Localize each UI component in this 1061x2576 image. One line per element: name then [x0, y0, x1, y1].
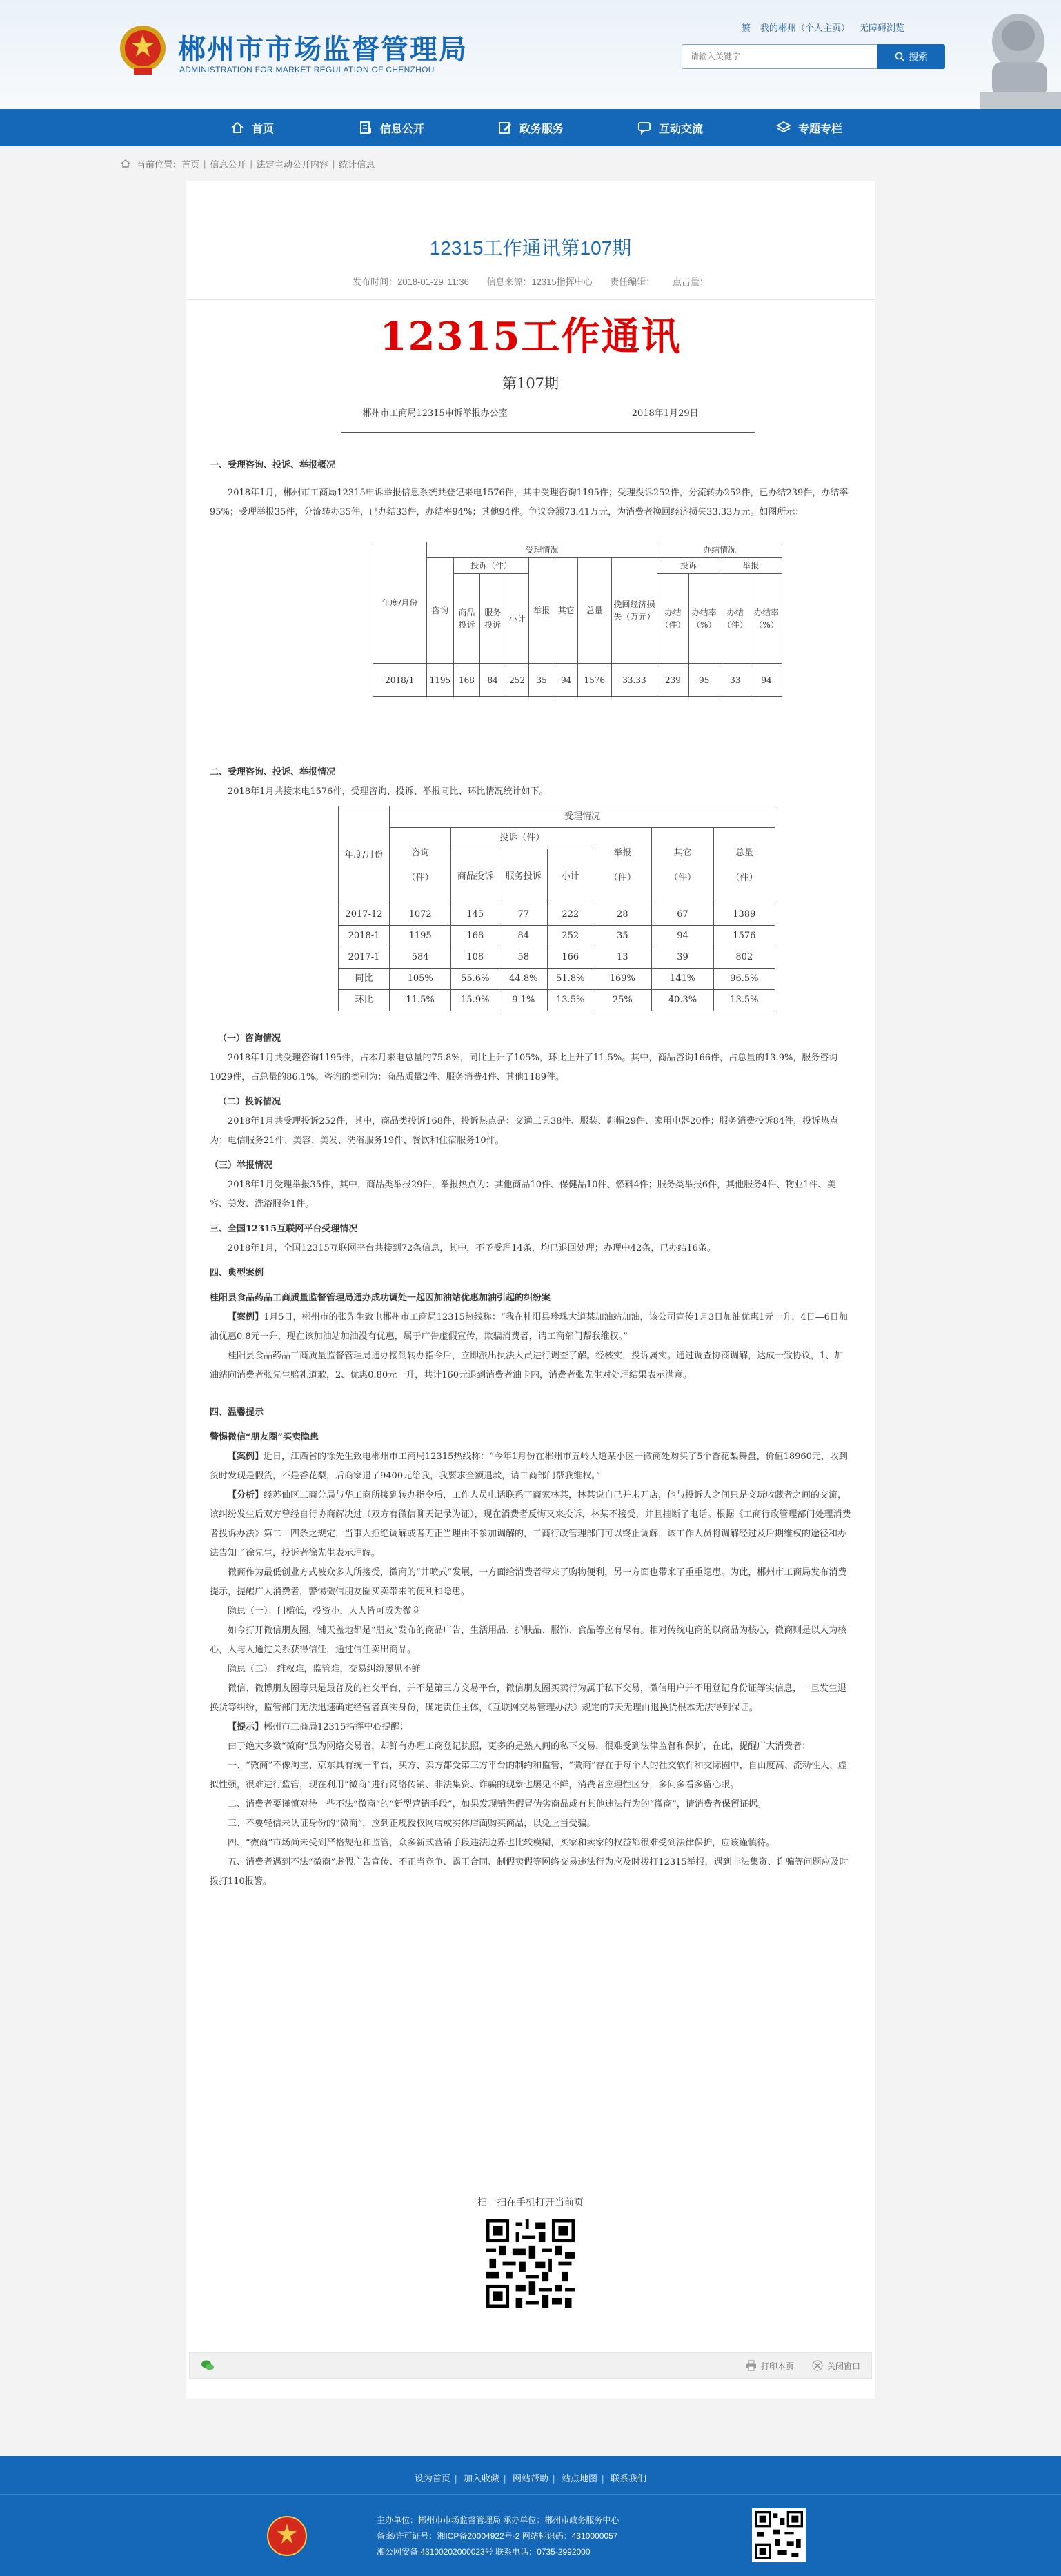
paragraph [210, 1447, 851, 1486]
table-header: 投诉（件） [451, 828, 593, 849]
nav-interaction[interactable] [600, 109, 740, 146]
section-heading: （一）咨询情况 [218, 1033, 281, 1044]
table-cell: 84 [479, 664, 506, 697]
search-button[interactable] [877, 44, 945, 69]
table-cell: 1576 [577, 664, 611, 697]
site-help-link[interactable]: 网站帮助 [512, 2473, 548, 2484]
paragraph: 隐患（一）：门槛低，投资小，人人皆可成为微商 [228, 1606, 421, 1616]
table-header: 总量 [577, 558, 611, 664]
table-cell: 105% [390, 969, 451, 990]
nav-topics-label: 专题专栏 [797, 123, 842, 135]
table-cell: 1389 [713, 904, 775, 926]
breadcrumb-statutory[interactable]: 法定主动公开内容 [256, 159, 328, 170]
table-header [593, 828, 652, 904]
qr-code-icon [483, 2216, 578, 2311]
issuer-rule [341, 432, 755, 433]
unit-label: （件） [731, 873, 758, 883]
table-header: 办结率（%） [751, 574, 782, 664]
site-subtitle: ADMINISTRATION FOR MARKET REGULATION OF CHENZHOU [179, 65, 435, 75]
close-label: 关闭窗口 [826, 2361, 860, 2371]
paragraph: 2018年1月共受理咨询1195件，占本月来电总量的75.8%，同比上升了105%，环比上升了11.5%。其中，商品咨询166件，占总量的13.9%，服务咨询1029件，占总量的86.1%。咨询的类别为：商品质量2件、服务消费4件、其他1189件。 [210, 1053, 838, 1082]
paragraph: 五、消费者遇到不法“微商”虚假广告宣传、不正当竞争、霸王合同、制假卖假等网络交易违法行为应及时拨打12315举报，遇到非法集资、诈骗等问题应及时拨打110报警。 [210, 1857, 849, 1887]
newsletter-title: 12315工作通讯 [379, 314, 682, 359]
consult-label: 咨询 [411, 848, 430, 858]
paragraph: 微商作为最低创业方式被众多人所接受，微商的“井喷式”发展，一方面给消费者带来了购物便利，另一方面也带来了重重隐患。为此，郴州市工商局发布消费提示，提醒广大消费者，警惕微信朋友圈买卖带来的便利和隐患。 [210, 1567, 847, 1597]
qr-label: 扫一扫在手机打开当前页 [477, 2197, 584, 2208]
table-header [652, 828, 713, 904]
paragraph: 2018年1月，郴州市工商局12315申诉举报信息系统共登记来电1576件，其中受理咨询1195件；受理投诉252件，分流转办252件，已办结239件，办结率95%；受理举报35件，分流转办35件，已办结33件，办结率94%；其他94件。争议金额73.41万元，为消费者挽回经济损失33.33万元。如图所示： [210, 488, 849, 517]
analysis-label: 【分析】 [228, 1490, 264, 1500]
table-cell: 33 [720, 664, 751, 697]
close-window-button[interactable] [812, 2360, 860, 2372]
table-cell: 1576 [713, 926, 775, 947]
meta-divider [186, 299, 875, 300]
case-text: 1月5日，郴州市的张先生致电郴州市工商局12315热线称：“我在桂阳县珍珠大道某加油站加油，该公司宣传1月3日加油优惠1元一升，4日—6日加油优惠0.8元一升，现在该加油站加油没有优惠，属于广告虚假宣传，欺骗消费者，请工商部门帮我维权。” [210, 1312, 848, 1342]
table-cell: 35 [528, 664, 555, 697]
table-cell: 33.33 [611, 664, 657, 697]
table-cell: 同比 [339, 969, 390, 990]
table-cell: 39 [652, 947, 713, 969]
table-header: 受理情况 [390, 806, 775, 828]
table-header: 商品投诉 [454, 574, 480, 664]
table-cell: 222 [548, 904, 593, 926]
table-cell: 2017-12 [339, 904, 390, 926]
section-heading: 四、典型案例 [210, 1268, 264, 1278]
paragraph: 二、消费者要谨慎对待一些不法“微商”的“新型营销手段”，如果发现销售假冒伪劣商品或有其他违法行为的“微商”，请消费者保留证据。 [228, 1799, 766, 1810]
table-row [339, 926, 775, 947]
stone-lion-icon [952, 0, 1061, 109]
table-cell: 169% [593, 969, 652, 990]
section-heading: 二、受理咨询、投诉、举报情况 [210, 767, 336, 777]
analysis-text: 经苏仙区工商分局与华工商所接到转办指令后，工作人员电话联系了商家林某，林某说自己并未开店，他与投诉人之间只是交玩收藏者之间的交流，该纠纷发生后双方曾经自行协商解决过（双方有微信聊天记录为证），现在消费者反悔又来投诉，林某不接受，并且挂断了电话。根据《工商行政管理部门处理消费者投诉办法》第二十四条之规定，当事人拒绝调解或者无正当理由不参加调解的，工商行政管理部门可以终止调解，该工作人员将调解经过及后期维权的途径和办法告知了徐先生，投诉者徐先生表示理解。 [210, 1490, 851, 1558]
paragraph: 三、不要轻信未认证身份的“微商”，应到正规授权网店或实体店面购买商品，以免上当受骗。 [228, 1819, 596, 1829]
print-label: 打印本页 [760, 2361, 794, 2371]
table-header: 挽回经济损失（万元） [611, 558, 657, 664]
table-header [390, 828, 451, 904]
table-header: 举报 [720, 558, 782, 574]
nav-home[interactable] [182, 109, 321, 146]
paragraph: 桂阳县食品药品工商质量监督管理局通办接到转办指令后，立即派出执法人员进行调查了解。经核实，投诉属实。通过调查协商调解，达成一致协议，1、加油站向消费者张先生赔礼道歉，2、优惠0.80元一升，共计160元退到消费者油卡内，消费者张先生对处理结果表示满意。 [210, 1351, 844, 1380]
table-header: 举报 [528, 558, 555, 664]
issuer-line [210, 404, 851, 424]
edit-icon [497, 120, 513, 135]
nav-home-label: 首页 [251, 123, 274, 135]
add-favorite-link[interactable]: 加入收藏 [463, 2473, 499, 2484]
total-label: 总量 [735, 848, 753, 858]
footer-info [377, 2513, 619, 2560]
printer-icon [746, 2360, 757, 2371]
search-input[interactable] [682, 45, 877, 68]
nav-gov-service-label: 政务服务 [519, 123, 564, 135]
table-header: 投诉（件） [454, 558, 529, 574]
paragraph: 2018年1月共受理投诉252件，其中，商品类投诉168件，投诉热点是：交通工具38件、服装、鞋帽29件、家用电器20件；服务消费投诉84件，投诉热点为：电信服务21件、美容、美发、洗浴服务19件、餐饮和住宿服务10件。 [210, 1116, 839, 1146]
search-icon [895, 52, 904, 61]
table-header: 年度/月份 [373, 542, 427, 664]
article-body [210, 312, 851, 1892]
table-cell: 44.8% [499, 969, 548, 990]
table-header: 办结率（%） [688, 574, 720, 664]
section-heading: 三、全国12315互联网平台受理情况 [210, 1224, 358, 1234]
party-gov-badge-icon[interactable] [266, 2515, 308, 2557]
table-cell: 13 [593, 947, 652, 969]
case-title: 桂阳县食品药品工商质量监督管理局通办成功调处一起因加油站优惠加油引起的纠纷案 [210, 1293, 551, 1303]
table-header: 办结情况 [657, 542, 782, 558]
search-box [682, 44, 877, 69]
table-cell: 77 [499, 904, 548, 926]
unit-label: （件） [608, 873, 636, 883]
table-cell: 11.5% [390, 990, 451, 1011]
accessibility-link[interactable]: 无障碍浏览 [860, 23, 905, 33]
issuer-name: 郴州市工商局12315申诉举报办公室 [362, 408, 508, 419]
article-title: 12315工作通讯第107期 [429, 237, 632, 259]
article-meta [186, 275, 875, 288]
police-info: 湘公网安备 43100202000023号 联系电话：0735-2992000 [377, 2547, 591, 2557]
table-cell: 13.5% [548, 990, 593, 1011]
remind-text: 郴州市工商局12315指挥中心提醒： [264, 1722, 409, 1732]
editor: 责任编辑： [610, 277, 655, 287]
table-cell: 51.8% [548, 969, 593, 990]
publish-date: 发布时间：2018-01-29 11:36 [353, 277, 469, 287]
nav-info-public-label: 信息公开 [379, 123, 424, 135]
table-cell: 15.9% [451, 990, 499, 1011]
comparison-table [338, 806, 775, 1011]
table-header: 其它 [555, 558, 577, 664]
personal-page-link[interactable]: 我的郴州（个人主页） [760, 23, 851, 33]
layers-icon [776, 120, 791, 135]
icp-info: 备案/许可证号：湘ICP备20004922号-2 网站标识码：4310000057 [377, 2531, 618, 2541]
footer-qr-code-icon [752, 2508, 806, 2562]
issue-number: 第107期 [502, 375, 559, 392]
table-header: 年度/月份 [339, 806, 390, 904]
search-button-label: 搜索 [909, 51, 928, 62]
wechat-icon[interactable] [201, 2359, 215, 2372]
table-cell: 141% [652, 969, 713, 990]
footer-links: 设为首页 | 加入收藏 | 网站帮助 | 站点地图 | 联系我们 [414, 2473, 647, 2484]
view-count: 点击量： [672, 277, 708, 287]
table-cell: 1195 [390, 926, 451, 947]
paragraph: 隐患（二）：维权难，监管难，交易纠纷屡见不鲜 [228, 1664, 421, 1674]
paragraph [210, 1486, 851, 1563]
home-icon [230, 120, 245, 135]
nav-interaction-label: 互动交流 [658, 123, 703, 135]
nav-info-public[interactable] [321, 109, 461, 146]
table-row [339, 947, 775, 969]
table-cell: 252 [548, 926, 593, 947]
table-cell: 28 [593, 904, 652, 926]
table-cell: 96.5% [713, 969, 775, 990]
share-bar [189, 2352, 872, 2379]
paragraph: 由于绝大多数“微商”虽为网络交易者，却鲜有办理工商登记执照，更多的是熟人间的私下交易，很难受到法律监督和保护，在此，提醒广大消费者： [228, 1741, 811, 1752]
section-heading: 一、受理咨询、投诉、举报概况 [210, 460, 336, 470]
breadcrumb: 当前位置： 首页 | 信息公开 | 法定主动公开内容 | 统计信息 [117, 146, 944, 181]
main-nav [0, 109, 1061, 146]
table-row [373, 664, 782, 697]
table-cell: 67 [652, 904, 713, 926]
section-heading: 四、温馨提示 [210, 1407, 264, 1418]
table-cell: 2018-1 [339, 926, 390, 947]
site-footer [0, 2456, 1061, 2576]
qr-section [186, 2195, 875, 2311]
table-header: 服务投诉 [499, 849, 548, 904]
paragraph: 四、“微商”市场尚未受到严格规范和监管，众多新式营销手段违法边界也比较模糊，买家和卖家的权益都很难受到法律保护，应该谨慎待。 [228, 1838, 775, 1848]
table-row [339, 969, 775, 990]
table-header: 小计 [548, 849, 593, 904]
article-container [186, 181, 875, 2399]
table-cell: 802 [713, 947, 775, 969]
table-row [339, 904, 775, 926]
nav-topics[interactable] [740, 109, 879, 146]
table-cell: 1072 [390, 904, 451, 926]
breadcrumb-home[interactable]: 首页 [181, 159, 200, 170]
table-cell: 94 [751, 664, 782, 697]
table-cell: 95 [688, 664, 720, 697]
breadcrumb-statistics[interactable]: 统计信息 [339, 159, 375, 170]
table-cell: 9.1% [499, 990, 548, 1011]
table-header [713, 828, 775, 904]
table-cell: 35 [593, 926, 652, 947]
table-cell: 环比 [339, 990, 390, 1011]
summary-table [373, 542, 782, 697]
contact-us-link[interactable]: 联系我们 [611, 2473, 647, 2484]
table-cell: 84 [499, 926, 548, 947]
table-cell: 252 [506, 664, 528, 697]
nav-gov-service[interactable] [461, 109, 600, 146]
table-cell: 94 [652, 926, 713, 947]
table-cell: 166 [548, 947, 593, 969]
table-cell: 13.5% [713, 990, 775, 1011]
unit-label: （件） [669, 873, 697, 883]
paragraph: 2018年1月共接来电1576件，受理咨询、投诉、举报同比、环比情况统计如下。 [228, 786, 548, 797]
table-cell: 584 [390, 947, 451, 969]
site-title[interactable]: 郴州市市场监督管理局 [178, 33, 468, 66]
sitemap-link[interactable]: 站点地图 [562, 2473, 598, 2484]
breadcrumb-info-public[interactable]: 信息公开 [210, 159, 246, 170]
table-cell: 58 [499, 947, 548, 969]
other-label: 其它 [673, 848, 692, 858]
table-cell: 55.6% [451, 969, 499, 990]
table-row [339, 990, 775, 1011]
table-header: 办结（件） [657, 574, 689, 664]
close-icon [812, 2360, 823, 2371]
home-icon [120, 158, 131, 169]
table-header: 小计 [506, 574, 528, 664]
set-homepage-link[interactable]: 设为首页 [414, 2473, 450, 2484]
top-links [742, 21, 904, 34]
document-icon [358, 120, 373, 135]
site-header [0, 0, 1061, 109]
national-emblem-icon [117, 22, 168, 77]
table-cell: 239 [657, 664, 689, 697]
table-header: 受理情况 [426, 542, 657, 558]
case-text: 近日，江西省的徐先生致电郴州市工商局12315热线称：“今年1月份在郴州市五岭大道某小区一微商处购买了5个香花梨舞盘，价值18960元，收到货时发现是假货，不是香花梨，后商家退了9400元给我，我要求全额退款，请工商部门帮我维权。” [210, 1452, 848, 1481]
host-info: 主办单位：郴州市市场监督管理局 承办单位：郴州市政务服务中心 [377, 2515, 619, 2525]
paragraph [210, 1308, 851, 1347]
table-cell: 1195 [426, 664, 453, 697]
section-heading: （二）投诉情况 [218, 1097, 281, 1107]
table-cell: 25% [593, 990, 652, 1011]
paragraph: 2018年1月受理举报35件，其中，商品类举报29件，举报热点为：其他商品10件、保健品10件、燃料4件；服务类举报6件，其他服务4件、物业1件、美容、美发、洗浴服务1件。 [210, 1180, 836, 1209]
paragraph [210, 1718, 851, 1737]
paragraph: 2018年1月，全国12315互联网平台共接到72条信息，其中，不予受理14条，均已退回处理；办理中42条，已办结16条。 [228, 1243, 716, 1254]
paragraph: 一、“微商”不像淘宝、京东具有统一平台，买方、卖方都受第三方平台的制约和监管，“微商”存在于每个人的社交软件和交际圈中，自由度高、流动性大、虚拟性强，很难进行监管，现在利用“微商”进行网络传销、非法集资、诈骗的现象也屡见不鲜，消费者应理性区分，多问多看多留心眼。 [210, 1761, 847, 1790]
table-header: 咨询 [426, 558, 453, 664]
tip-title: 警惕微信“朋友圈”买卖隐患 [210, 1432, 319, 1443]
remind-label: 【提示】 [228, 1722, 264, 1732]
table-cell: 108 [451, 947, 499, 969]
footer-divider [0, 2494, 1061, 2495]
unit-label: （件） [406, 873, 434, 883]
case-label: 【案例】 [228, 1452, 264, 1462]
issue-date: 2018年1月29日 [631, 408, 699, 419]
section-heading: （三）举报情况 [210, 1160, 273, 1171]
table-header: 投诉 [657, 558, 720, 574]
table-cell: 2018/1 [373, 664, 427, 697]
case-label: 【案例】 [228, 1312, 264, 1322]
table-header: 服务投诉 [479, 574, 506, 664]
traditional-chinese-link[interactable]: 繁 [742, 23, 751, 33]
table-cell: 145 [451, 904, 499, 926]
info-source: 信息来源：12315指挥中心 [486, 277, 593, 287]
paragraph: 如今打开微信朋友圈，铺天盖地都是“朋友”发布的商品广告，生活用品、护肤品、服饰、食品等应有尽有。相对传统电商的以商品为核心，微商则是以人为核心，人与人通过关系获得信任，通过信任卖出商品。 [210, 1625, 847, 1655]
table-header: 办结（件） [720, 574, 751, 664]
table-cell: 2017-1 [339, 947, 390, 969]
table-header: 商品投诉 [451, 849, 499, 904]
report-label: 举报 [613, 848, 632, 858]
table-cell: 168 [454, 664, 480, 697]
table-cell: 40.3% [652, 990, 713, 1011]
table-cell: 168 [451, 926, 499, 947]
paragraph: 微信、微博朋友圈等只是最普及的社交平台，并不是第三方交易平台，微信朋友圈买卖行为属于私下交易，微信用户并不用登记身份证等实信息，一旦发生退换货等纠纷，监管部门无法迅速确定经营者真实身份，确定责任主体，《互联网交易管理办法》规定的7天无理由退换货根本无法得到保证。 [210, 1683, 847, 1713]
print-button[interactable] [746, 2360, 794, 2372]
chat-icon [637, 120, 652, 135]
table-cell: 94 [555, 664, 577, 697]
breadcrumb-label: 当前位置： [137, 159, 182, 170]
